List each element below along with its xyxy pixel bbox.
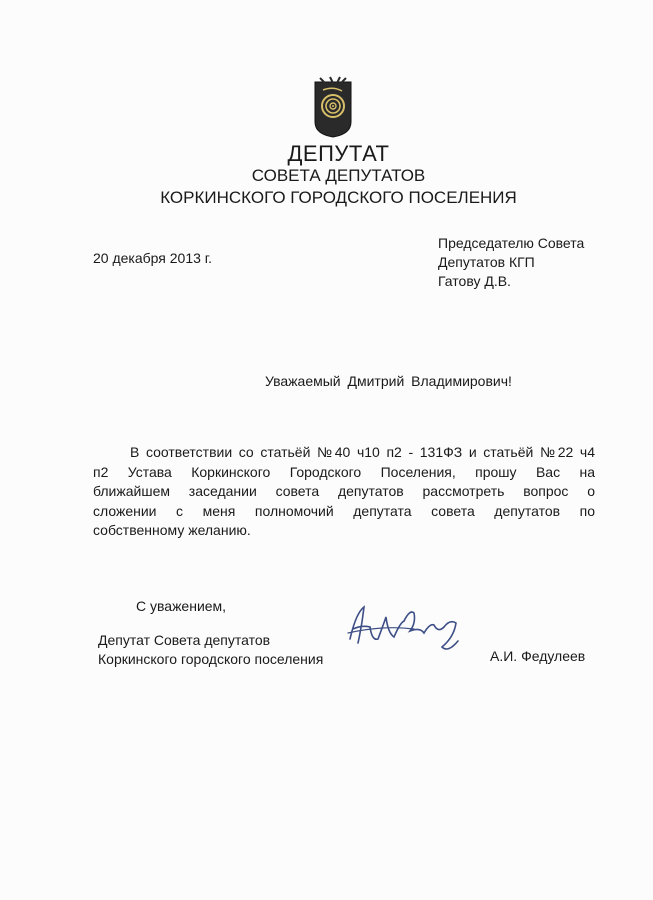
addressee-line: Гатову Д.В.	[438, 273, 511, 289]
body-line: собственному желанию.	[93, 522, 251, 538]
letter-body	[93, 443, 595, 541]
closing-phrase: С уважением,	[136, 598, 227, 614]
header-title: ДЕПУТАТ	[287, 141, 390, 166]
letter-date: 20 декабря 2013 г.	[93, 250, 213, 266]
addressee-block	[438, 234, 584, 291]
signer-title-line: Депутат Совета депутатов	[98, 632, 271, 648]
body-line: В соответствии со статьёй №40 ч10 п2 - 131ФЗ и статьёй №22 ч4	[130, 444, 595, 460]
handwritten-signature	[344, 603, 466, 659]
header-organization: КОРКИНСКОГО ГОРОДСКОГО ПОСЕЛЕНИЯ	[160, 188, 517, 207]
signer-name: А.И. Федулеев	[490, 648, 586, 664]
body-line: сложении с меня полномочий депутата совета депутатов по	[93, 502, 595, 519]
greeting: Уважаемый Дмитрий Владимирович!	[265, 373, 512, 389]
header-subtitle: СОВЕТА ДЕПУТАТОВ	[251, 166, 426, 185]
addressee-line: Депутатов КГП	[438, 254, 535, 270]
signer-title-line: Коркинского городского поселения	[98, 651, 324, 667]
addressee-line: Председателю Совета	[438, 235, 585, 251]
signer-title	[98, 631, 323, 669]
body-line: ближайшем заседании совета депутатов рассмотреть вопрос о	[93, 483, 595, 499]
body-line: п2 Устава Коркинского Городского Поселения, прошу Вас на	[93, 463, 595, 480]
coat-of-arms-icon	[314, 76, 352, 138]
